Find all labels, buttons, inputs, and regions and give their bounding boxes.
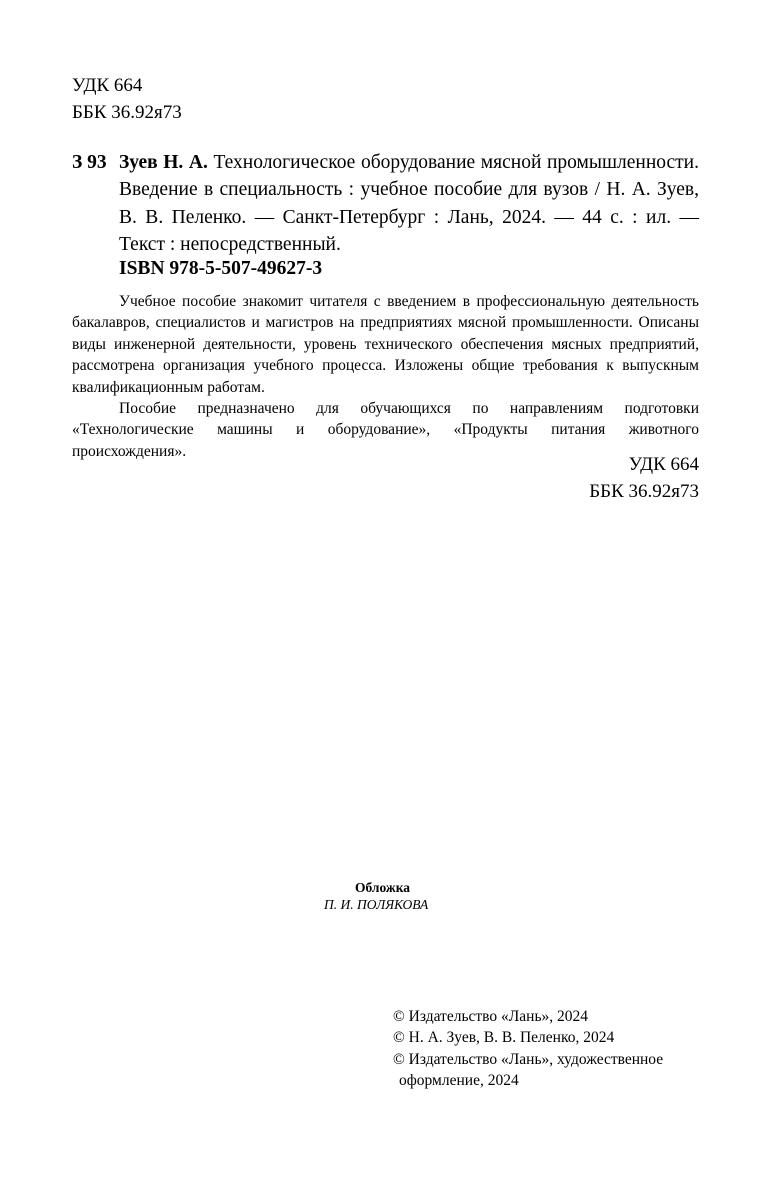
copyright-line: © Издательство «Лань», 2024 (393, 1008, 589, 1025)
copyright-line: © Н. А. Зуев, В. В. Пеленко, 2024 (393, 1029, 615, 1047)
isbn: ISBN 978-5-507-49627-3 (119, 258, 323, 279)
classification-top (72, 72, 182, 126)
annotation (72, 291, 699, 462)
udk-code: УДК 664 (72, 75, 143, 96)
bibliographic-entry (72, 149, 699, 258)
description-text: Технологическое оборудование мясной промышленности. Введение в специальность : учебное пособие для вузов / Н. А. Зуев, В. В. Пеленко. — Санкт-Петербург : Лань, 2024. — 44 с. : ил. — Текст : непосредственный. (119, 152, 699, 255)
bbk-code: ББК 36.92я73 (589, 481, 699, 502)
cover-label: Обложка (355, 880, 411, 895)
copyright-line: оформление, 2024 (399, 1071, 519, 1089)
classification-bottom (589, 451, 699, 505)
annotation-paragraph: Пособие предназначено для обучающихся по направлениям подготовки «Технологические машины и оборудование», «Продукты питания животного происхождения». (72, 400, 699, 460)
udk-code: УДК 664 (628, 454, 699, 475)
bbk-code: ББК 36.92я73 (72, 102, 182, 123)
cover-designer: П. И. ПОЛЯКОВА (324, 897, 429, 912)
author-sign: З 93 (72, 152, 107, 173)
annotation-paragraph: Учебное пособие знакомит читателя с введением в профессиональную деятельность бакалавров, специалистов и магистров на предприятиях мясной промышленности. Описаны виды инженерной деятельности, уровень технического обеспечения мясных предприятий, рассмотрена организация учебного процесса. Изложены общие требования к выпускным квалификационным работам. (72, 293, 699, 396)
copyright-block (393, 1006, 663, 1091)
author-name: Зуев Н. А. (119, 152, 208, 173)
copyright-line: © Издательство «Лань», художественное (393, 1050, 664, 1068)
bibliographic-description (119, 149, 699, 258)
